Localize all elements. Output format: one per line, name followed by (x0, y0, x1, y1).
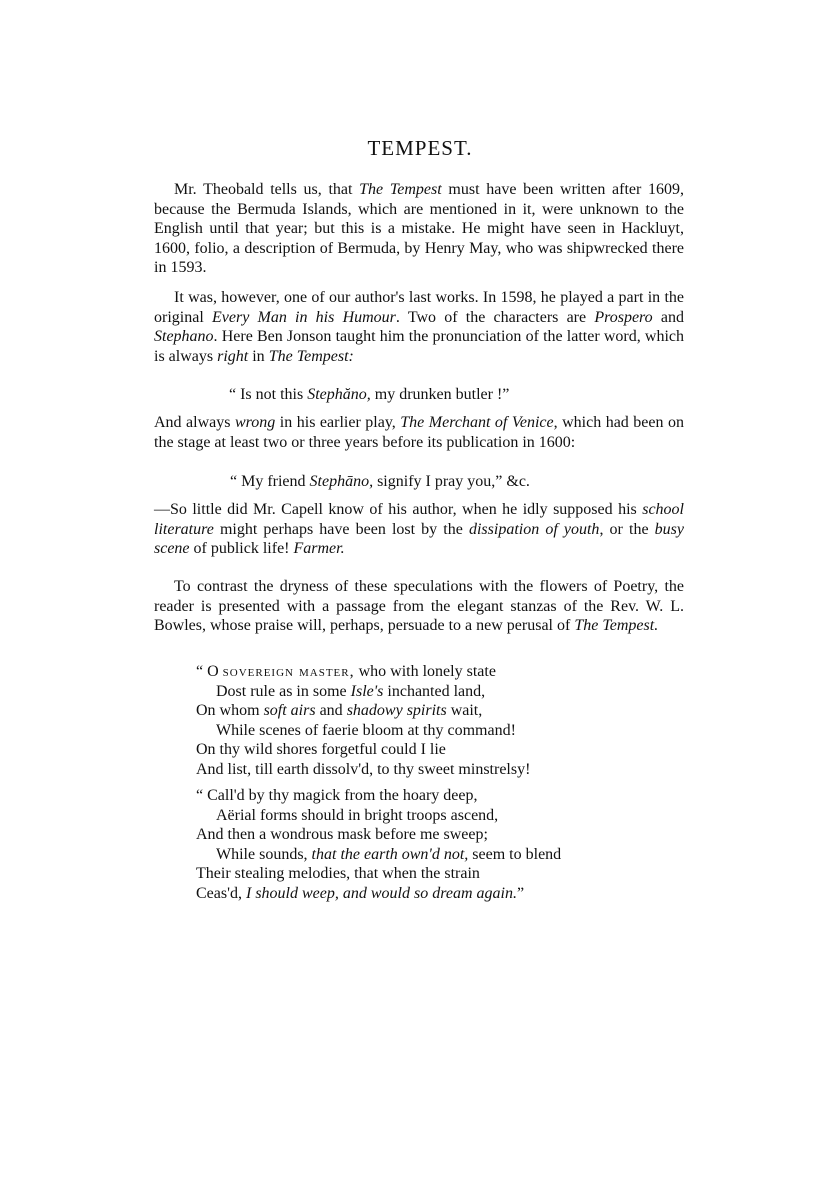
signature-farmer: Farmer. (293, 540, 345, 557)
paragraph-last-works: It was, however, one of our author's last works. In 1598, he played a part in the original Every Man in his Humour. Two of the characters are Prospero and Stephano. Here Ben Jonson taught him the pronunciation of the latter word, which is always right in The Tempest: (154, 289, 684, 365)
verse-line: On thy wild shores forgetful could I lie (196, 741, 446, 758)
verse-line: While scenes of faerie bloom at thy command! (216, 721, 516, 739)
paragraph-merchant: And always wrong in his earlier play, The Merchant of Venice, which had been on the stage at least two or three years before its publication in 1600: (154, 414, 684, 451)
stanza-sovereign-master (196, 662, 530, 779)
verse-line: Dost rule as in some Isle's inchanted land, (216, 682, 486, 700)
quote-stephano-friend: “ My friend Stephāno, signify I pray you,” &c. (230, 473, 530, 490)
verse-line: And then a wondrous mask before me sweep; (196, 826, 488, 843)
stanza-magick (196, 786, 561, 903)
verse-line: Their stealing melodies, that when the strain (196, 865, 480, 882)
verse-line: And list, till earth dissolv'd, to thy sweet minstrelsy! (196, 760, 531, 778)
quote-stephano-butler: “ Is not this Stephăno, my drunken butler !” (229, 386, 510, 403)
paragraph-theobald: Mr. Theobald tells us, that The Tempest must have been written after 1609, because the Bermuda Islands, which are mentioned in it, were unknown to the English until that year; but this is a mistake. He might have seen in Hackluyt, 1600, folio, a description of Bermuda, by Henry May, who was shipwrecked there in 1593. (154, 181, 685, 276)
page-title: TEMPEST. (367, 136, 473, 160)
verse-line: “ O sovereign master, who with lonely state (196, 663, 496, 680)
verse-line: Ceas'd, I should weep, and would so dream again.” (196, 884, 525, 902)
paragraph-capell: —So little did Mr. Capell know of his author, when he idly supposed his school literature might perhaps have been lost by the dissipation of youth, or the busy scene of publick life! Farmer. (154, 501, 684, 557)
verse-line: “ Call'd by thy magick from the hoary deep, (196, 787, 478, 804)
verse-line: While sounds, that the earth own'd not, seem to blend (216, 845, 562, 863)
paragraph-contrast: To contrast the dryness of these speculations with the flowers of Poetry, the reader is presented with a passage from the elegant stanzas of the Rev. W. L. Bowles, whose praise will, perhaps, persuade to a new perusal of The Tempest. (154, 578, 684, 634)
verse-line: Aërial forms should in bright troops ascend, (216, 806, 499, 824)
verse-line: On whom soft airs and shadowy spirits wait, (196, 702, 483, 719)
